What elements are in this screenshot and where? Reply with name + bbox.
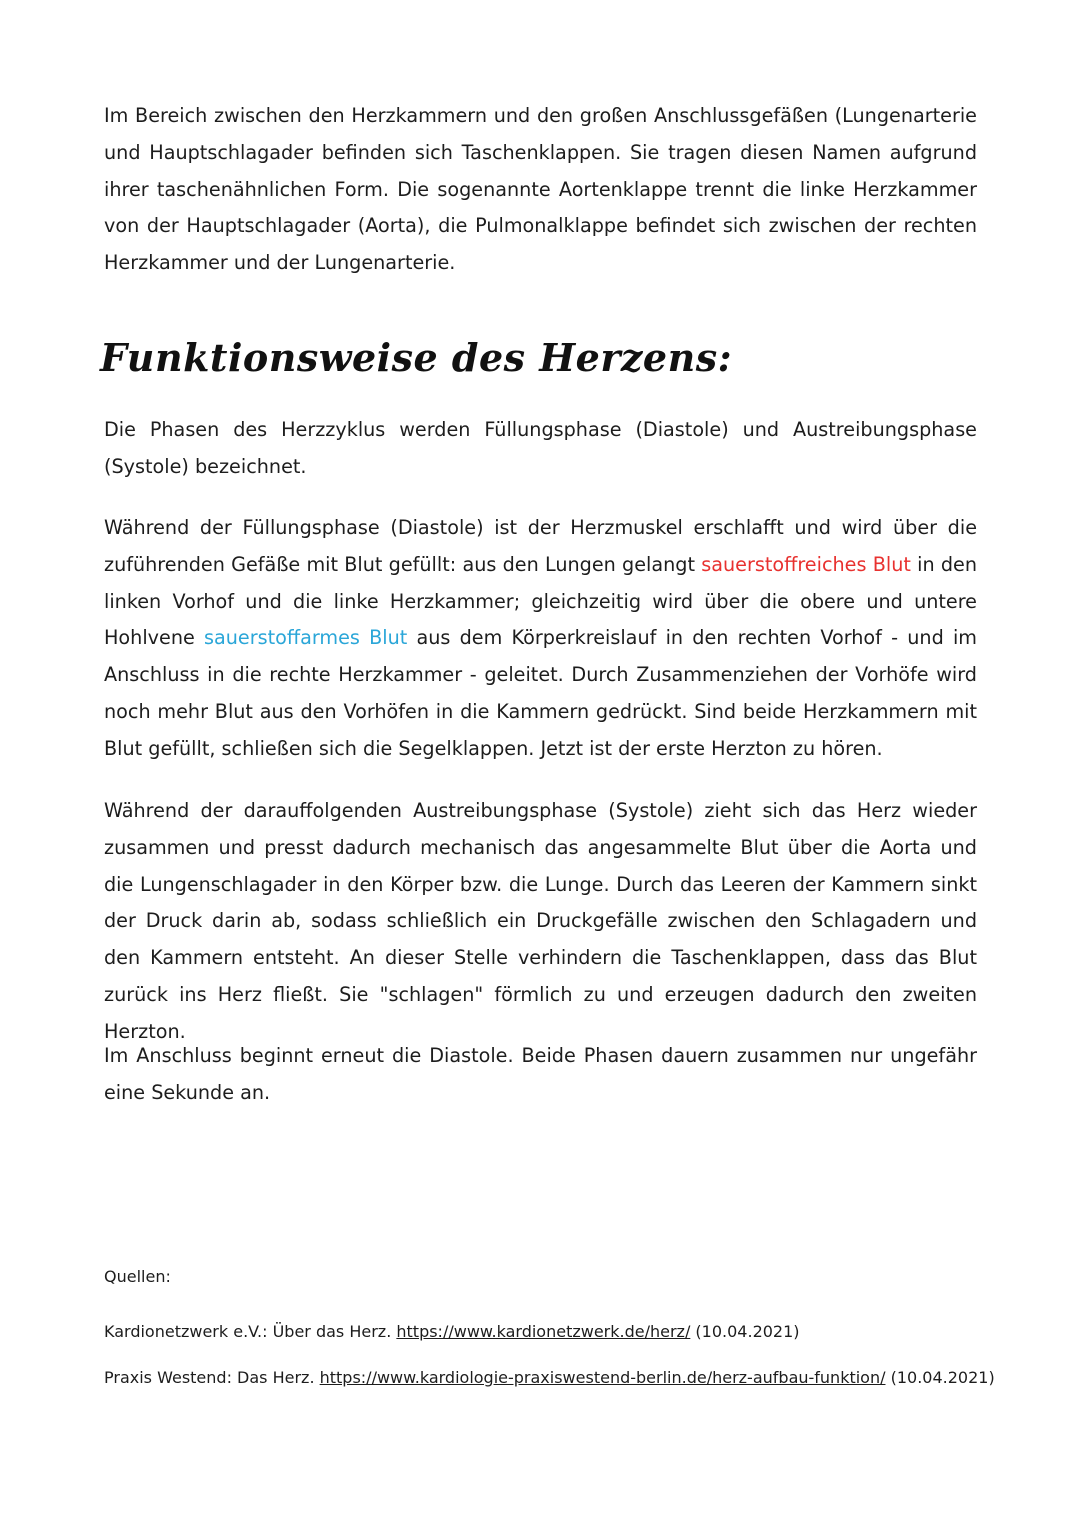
source-item <box>104 1321 800 1343</box>
source-link[interactable]: https://www.kardionetzwerk.de/herz/ <box>396 1322 691 1341</box>
diastole-text-2: in den linken Vorhof und die linke Herzkammer; gleichzeitig wird über die obere und untere Hohlvene <box>104 552 977 650</box>
source-prefix: Praxis Westend: Das Herz. <box>104 1368 320 1387</box>
source-date: (10.04.2021) <box>885 1368 995 1387</box>
intro-paragraph: Im Bereich zwischen den Herzkammern und den großen Anschlussgefäßen (Lungenarterie und Hauptschlagader befinden sich Taschenklappen. Sie tragen diesen Namen aufgrund ihrer taschenähnlichen Form. Die sogenannte Aortenklappe trennt die linke Herzkammer von der Hauptschlagader (Aorta), die Pulmonalklappe befindet sich zwischen der rechten Herzkammer und der Lungenarterie. <box>104 104 977 275</box>
sources-label: Quellen: <box>104 1267 171 1286</box>
conclusion-paragraph: Im Anschluss beginnt erneut die Diastole. Beide Phasen dauern zusammen nur ungefähr eine Sekunde an. <box>104 1044 977 1104</box>
diastole-paragraph <box>104 510 977 768</box>
source-date: (10.04.2021) <box>690 1322 800 1341</box>
section-heading: Funktionsweise des Herzens: <box>100 335 733 380</box>
diastole-text-3: aus dem Körperkreislauf in den rechten Vorhof - und im Anschluss in die rechte Herzkammer - geleitet. Durch Zusammenziehen der Vorhöfe wird noch mehr Blut aus den Vorhöfen in die Kammern gedrückt. Sind beide Herzkammern mit Blut gefüllt, schließen sich die Segelklappen. Jetzt ist der erste Herzton zu hören. <box>104 626 977 760</box>
systole-paragraph: Während der darauffolgenden Austreibungsphase (Systole) zieht sich das Herz wieder zusammen und presst dadurch mechanisch das angesammelte Blut über die Aorta und die Lungenschlagader in den Körper bzw. die Lunge. Durch das Leeren der Kammern sinkt der Druck darin ab, sodass schließlich ein Druckgefälle zwischen den Schlagadern und den Kammern entsteht. An dieser Stelle verhindern die Taschenklappen, dass das Blut zurück ins Herz fließt. Sie "schlagen" förmlich zu und erzeugen dadurch den zweiten Herzton. <box>104 799 977 1043</box>
source-item <box>104 1367 995 1389</box>
diastole-text-1: Während der Füllungsphase (Diastole) ist der Herzmuskel erschlafft und wird über die zuführenden Gefäße mit Blut gefüllt: aus den Lungen gelangt <box>104 516 977 576</box>
source-prefix: Kardionetzwerk e.V.: Über das Herz. <box>104 1322 397 1341</box>
source-link[interactable]: https://www.kardiologie-praxiswestend-berlin.de/herz-aufbau-funktion/ <box>319 1368 886 1387</box>
oxygen-rich-blood-text: sauerstoffreiches Blut <box>701 552 911 576</box>
oxygen-poor-blood-text: sauerstoffarmes Blut <box>204 626 408 650</box>
phases-paragraph: Die Phasen des Herzzyklus werden Füllungsphase (Diastole) und Austreibungsphase (Systole) bezeichnet. <box>104 418 977 478</box>
